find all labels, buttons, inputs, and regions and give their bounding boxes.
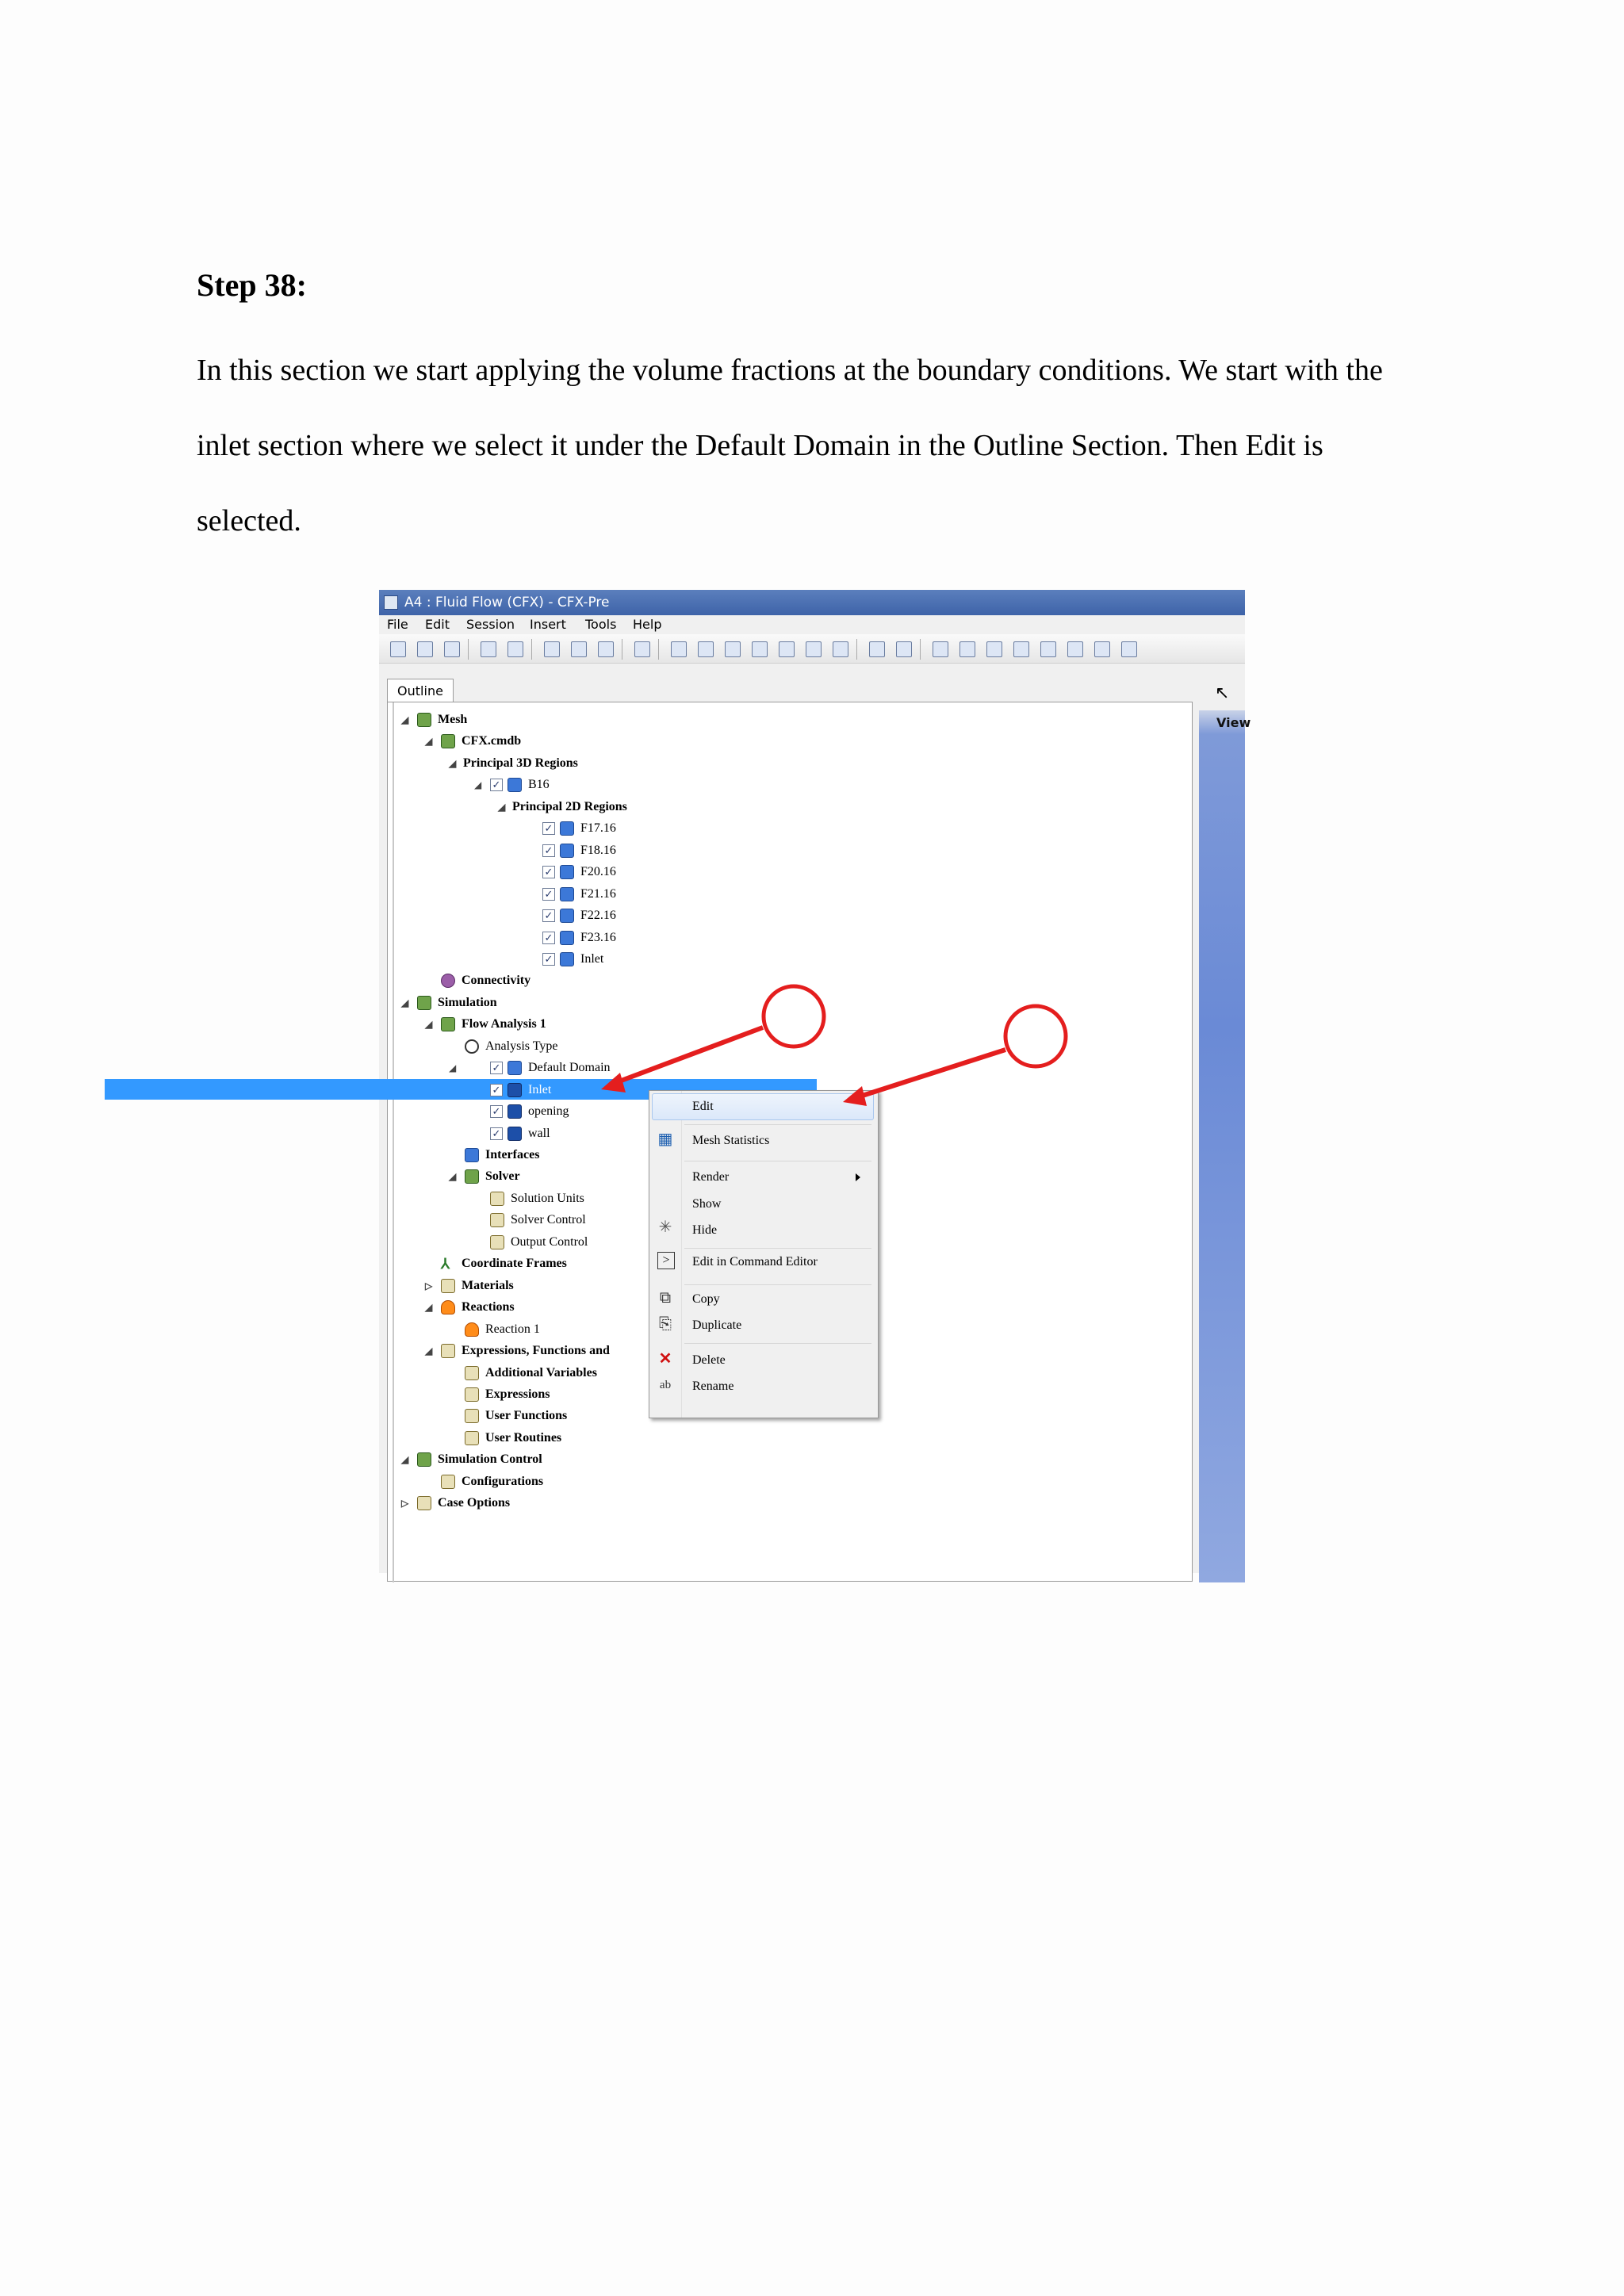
tree-item-label: Interfaces [485, 1148, 540, 1161]
tree-item-label: Mesh [438, 713, 468, 726]
tree-item-label: Solution Units [511, 1192, 584, 1205]
visibility-checkbox[interactable]: ✓ [542, 822, 555, 835]
collapse-icon[interactable]: ◢ [474, 779, 482, 790]
tree-item-label: F22.16 [580, 909, 616, 922]
annotation-arrowhead-edit [843, 1086, 867, 1106]
delete-icon: ✕ [658, 1350, 672, 1368]
menu-item-delete[interactable]: Delete [692, 1353, 726, 1367]
visibility-checkbox[interactable]: ✓ [490, 1062, 503, 1074]
menu-item-mesh-statistics[interactable]: Mesh Statistics [692, 1134, 770, 1147]
visibility-checkbox[interactable]: ✓ [490, 1127, 503, 1140]
expand-icon[interactable]: ▷ [401, 1498, 409, 1509]
collapse-icon[interactable]: ◢ [449, 758, 457, 769]
coordinate-frame-icon: ⅄ [441, 1256, 450, 1272]
tree-item-label: Inlet [528, 1083, 552, 1096]
copy-icon: ⧉ [659, 1289, 672, 1307]
tree-item-label: Configurations [462, 1475, 544, 1488]
menu-tools[interactable]: Tools [585, 617, 617, 632]
annotation-arrowhead-inlet [601, 1073, 626, 1093]
tree-item-label: F18.16 [580, 844, 616, 857]
visibility-checkbox[interactable]: ✓ [490, 1105, 503, 1118]
rename-icon: ab [659, 1379, 672, 1391]
annotation-arrow-to-inlet [611, 1027, 763, 1085]
visibility-checkbox[interactable]: ✓ [542, 866, 555, 878]
menu-item-hide[interactable]: Hide [692, 1223, 718, 1237]
select-cursor-icon[interactable]: ↖ [1215, 683, 1230, 703]
tree-item-label: Simulation Control [438, 1452, 542, 1466]
collapse-icon[interactable]: ◢ [401, 1454, 409, 1465]
tree-item-label: Coordinate Frames [462, 1257, 567, 1270]
tree-item-label: Additional Variables [485, 1366, 597, 1380]
tree-item-label: User Routines [485, 1431, 562, 1445]
annotation-circle-inlet [764, 986, 824, 1047]
tree-item-label: Inlet [580, 952, 604, 966]
collapse-icon[interactable]: ◢ [425, 1302, 433, 1313]
menu-item-edit-in-command-editor[interactable]: Edit in Command Editor [692, 1255, 818, 1269]
menu-help[interactable]: Help [633, 617, 662, 632]
tree-item-label: wall [528, 1127, 550, 1140]
menu-item-rename[interactable]: Rename [692, 1380, 734, 1393]
tree-item-label: Principal 2D Regions [512, 800, 627, 813]
hide-icon: ✳ [658, 1219, 672, 1236]
collapse-icon[interactable]: ◢ [449, 1062, 457, 1073]
tree-item-label: Output Control [511, 1235, 588, 1249]
mesh-statistics-icon: ▦ [657, 1131, 673, 1148]
step-title: Step 38: [197, 267, 307, 303]
tree-item-label: Principal 3D Regions [463, 756, 578, 770]
tree-item-label: CFX.cmdb [462, 734, 522, 748]
visibility-checkbox[interactable]: ✓ [542, 888, 555, 901]
menu-item-render[interactable]: Render [692, 1170, 730, 1184]
viewer-tab-label: View [1216, 715, 1251, 730]
menu-item-edit[interactable]: Edit [692, 1100, 714, 1113]
tree-item-label: F23.16 [580, 931, 616, 944]
tree-item-label: Flow Analysis 1 [462, 1017, 546, 1031]
menu-item-duplicate[interactable]: Duplicate [692, 1318, 742, 1332]
collapse-icon[interactable]: ◢ [401, 997, 409, 1008]
menu-item-copy[interactable]: Copy [692, 1292, 720, 1306]
visibility-checkbox[interactable]: ✓ [490, 1084, 503, 1096]
tree-item-label: F20.16 [580, 865, 616, 878]
collapse-icon[interactable]: ◢ [449, 1171, 457, 1182]
collapse-icon[interactable]: ◢ [425, 1019, 433, 1030]
command-editor-icon: > [657, 1252, 675, 1269]
tree-item-label: Reaction 1 [485, 1322, 540, 1336]
tree-item-label: Simulation [438, 996, 497, 1009]
visibility-checkbox[interactable]: ✓ [542, 953, 555, 966]
tree-item-label: B16 [528, 778, 550, 791]
collapse-icon[interactable]: ◢ [401, 714, 409, 725]
tree-item-label: F17.16 [580, 821, 616, 835]
tree-item-label: Connectivity [462, 974, 531, 987]
tree-item-label: F21.16 [580, 887, 616, 901]
menu-insert[interactable]: Insert [530, 617, 566, 632]
menu-item-show[interactable]: Show [692, 1197, 722, 1211]
tree-item-label: Default Domain [528, 1061, 611, 1074]
tree-item-label: opening [528, 1104, 569, 1118]
tree-item-label: Expressions [485, 1387, 550, 1401]
annotation-circle-edit [1005, 1006, 1066, 1066]
visibility-checkbox[interactable]: ✓ [542, 909, 555, 922]
tree-item-label: User Functions [485, 1409, 568, 1422]
duplicate-icon: ⎘ [659, 1315, 672, 1333]
menu-session[interactable]: Session [466, 617, 515, 632]
visibility-checkbox[interactable]: ✓ [490, 779, 503, 791]
tree-item-label: Analysis Type [485, 1039, 558, 1053]
tree-item-label: Reactions [462, 1300, 515, 1314]
collapse-icon[interactable]: ◢ [425, 736, 433, 747]
collapse-icon[interactable]: ◢ [498, 802, 506, 813]
collapse-icon[interactable]: ◢ [425, 1345, 433, 1357]
expand-icon[interactable]: ▷ [425, 1280, 433, 1292]
window-title: A4 : Fluid Flow (CFX) - CFX-Pre [404, 595, 610, 610]
menu-edit[interactable]: Edit [425, 617, 450, 632]
tree-item-label: Case Options [438, 1496, 511, 1510]
visibility-checkbox[interactable]: ✓ [542, 932, 555, 944]
visibility-checkbox[interactable]: ✓ [542, 844, 555, 857]
tab-outline[interactable]: Outline [387, 679, 454, 702]
menu-file[interactable]: File [387, 617, 408, 632]
annotation-arrow-to-edit [852, 1050, 1005, 1099]
tree-item-label: Solver [485, 1169, 520, 1183]
tree-item-label: Expressions, Functions and [462, 1344, 610, 1357]
instruction-paragraph: In this section we start applying the volume fractions at the boundary conditions. We start with the inlet section where we select it under the Default Domain in the Outline Section. Then Edit is selected. [197, 354, 1383, 538]
tree-item-label: Solver Control [511, 1213, 586, 1226]
tree-item-label: Materials [462, 1279, 514, 1292]
